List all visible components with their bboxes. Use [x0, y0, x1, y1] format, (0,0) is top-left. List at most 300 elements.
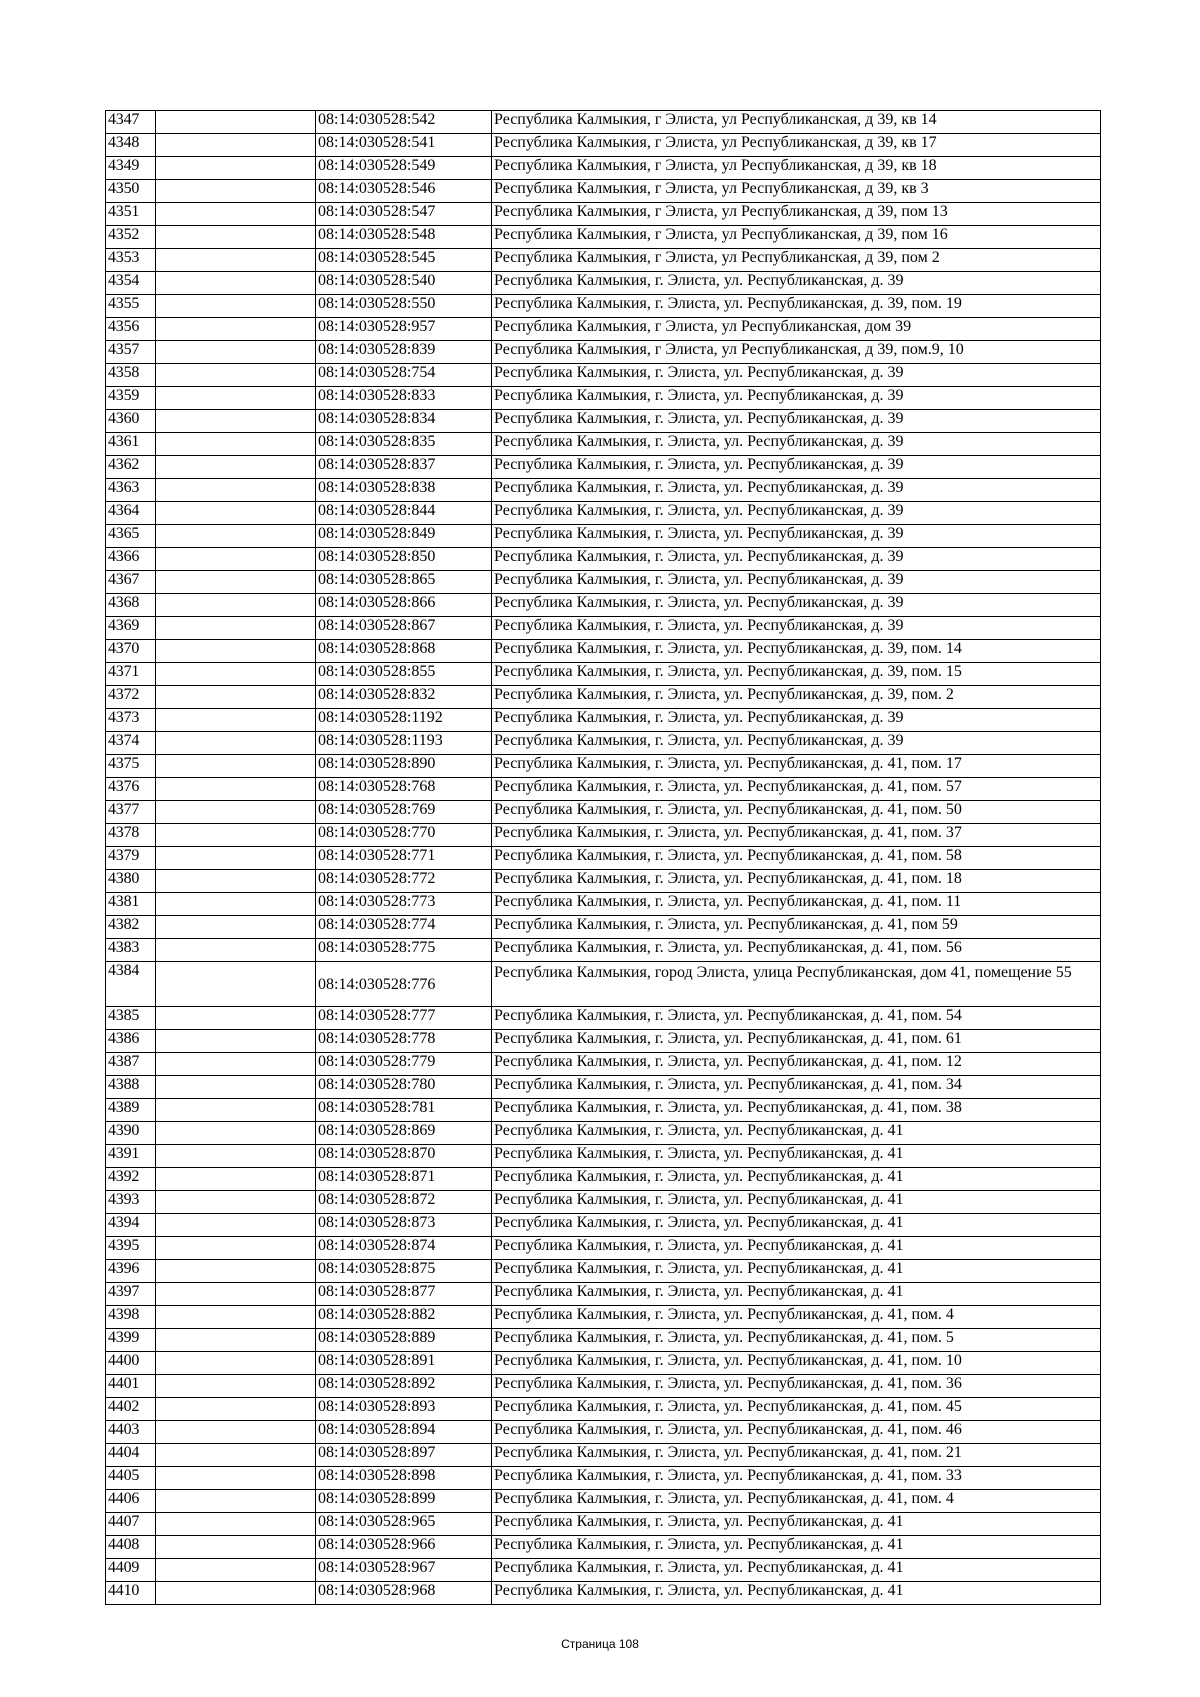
cadastral-number-cell: 08:14:030528:873 — [316, 1214, 492, 1237]
reference-cell — [156, 1007, 316, 1030]
table-row — [106, 1145, 1101, 1168]
address-cell: Республика Калмыкия, г. Элиста, ул. Республиканская, д. 41 — [492, 1513, 1101, 1536]
row-number-cell: 4404 — [106, 1444, 156, 1467]
row-number-cell: 4382 — [106, 916, 156, 939]
cadastral-number-cell: 08:14:030528:891 — [316, 1352, 492, 1375]
row-number-cell: 4386 — [106, 1030, 156, 1053]
address-cell: Республика Калмыкия, г. Элиста, ул. Республиканская, д. 39, пом. 15 — [492, 663, 1101, 686]
address-cell: Республика Калмыкия, г. Элиста, ул. Республиканская, д. 41, пом. 33 — [492, 1467, 1101, 1490]
cadastral-number-cell: 08:14:030528:776 — [316, 962, 492, 1007]
table-row — [106, 1559, 1101, 1582]
address-cell: Республика Калмыкия, г. Элиста, ул. Республиканская, д. 39 — [492, 709, 1101, 732]
table-row — [106, 525, 1101, 548]
address-cell: Республика Калмыкия, г. Элиста, ул. Республиканская, д. 39 — [492, 502, 1101, 525]
reference-cell — [156, 1398, 316, 1421]
table-row — [106, 1168, 1101, 1191]
reference-cell — [156, 617, 316, 640]
row-number-cell: 4391 — [106, 1145, 156, 1168]
address-cell: Республика Калмыкия, г. Элиста, ул. Республиканская, д. 41, пом. 54 — [492, 1007, 1101, 1030]
cadastral-number-cell: 08:14:030528:1193 — [316, 732, 492, 755]
row-number-cell: 4354 — [106, 272, 156, 295]
row-number-cell: 4376 — [106, 778, 156, 801]
reference-cell — [156, 801, 316, 824]
reference-cell — [156, 479, 316, 502]
reference-cell — [156, 410, 316, 433]
cadastral-number-cell: 08:14:030528:778 — [316, 1030, 492, 1053]
row-number-cell: 4379 — [106, 847, 156, 870]
cadastral-number-cell: 08:14:030528:780 — [316, 1076, 492, 1099]
row-number-cell: 4410 — [106, 1582, 156, 1605]
reference-cell — [156, 1490, 316, 1513]
address-cell: Республика Калмыкия, г. Элиста, ул. Республиканская, д. 39 — [492, 272, 1101, 295]
table-row — [106, 571, 1101, 594]
reference-cell — [156, 1053, 316, 1076]
address-cell: Республика Калмыкия, г. Элиста, ул. Республиканская, д. 41, пом. 18 — [492, 870, 1101, 893]
reference-cell — [156, 1260, 316, 1283]
address-cell: Республика Калмыкия, г. Элиста, ул. Республиканская, д. 41 — [492, 1214, 1101, 1237]
address-cell: Республика Калмыкия, г. Элиста, ул. Республиканская, д. 39 — [492, 456, 1101, 479]
reference-cell — [156, 1237, 316, 1260]
reference-cell — [156, 824, 316, 847]
reference-cell — [156, 387, 316, 410]
reference-cell — [156, 525, 316, 548]
table-row — [106, 1375, 1101, 1398]
row-number-cell: 4394 — [106, 1214, 156, 1237]
table-row — [106, 1306, 1101, 1329]
cadastral-number-cell: 08:14:030528:770 — [316, 824, 492, 847]
table-row — [106, 686, 1101, 709]
address-cell: Республика Калмыкия, г. Элиста, ул. Республиканская, д. 41, пом. 4 — [492, 1490, 1101, 1513]
cadastral-number-cell: 08:14:030528:965 — [316, 1513, 492, 1536]
table-row — [106, 1099, 1101, 1122]
table-row — [106, 870, 1101, 893]
reference-cell — [156, 1513, 316, 1536]
address-cell: Республика Калмыкия, г. Элиста, ул. Республиканская, д. 41 — [492, 1145, 1101, 1168]
cadastral-number-cell: 08:14:030528:773 — [316, 893, 492, 916]
table-row — [106, 1007, 1101, 1030]
address-cell: Республика Калмыкия, г. Элиста, ул. Республиканская, д. 39, пом. 19 — [492, 295, 1101, 318]
table-row — [106, 1352, 1101, 1375]
row-number-cell: 4371 — [106, 663, 156, 686]
table-row — [106, 1398, 1101, 1421]
row-number-cell: 4395 — [106, 1237, 156, 1260]
address-cell: Республика Калмыкия, г. Элиста, ул. Республиканская, д. 39 — [492, 433, 1101, 456]
cadastral-number-cell: 08:14:030528:772 — [316, 870, 492, 893]
reference-cell — [156, 1145, 316, 1168]
cadastral-number-cell: 08:14:030528:894 — [316, 1421, 492, 1444]
cadastral-number-cell: 08:14:030528:966 — [316, 1536, 492, 1559]
address-cell: Республика Калмыкия, г. Элиста, ул. Республиканская, д. 41 — [492, 1122, 1101, 1145]
property-table-body — [106, 111, 1101, 1605]
reference-cell — [156, 180, 316, 203]
cadastral-number-cell: 08:14:030528:839 — [316, 341, 492, 364]
address-cell: Республика Калмыкия, г. Элиста, ул. Республиканская, д. 41, пом. 58 — [492, 847, 1101, 870]
table-row — [106, 1467, 1101, 1490]
reference-cell — [156, 548, 316, 571]
row-number-cell: 4350 — [106, 180, 156, 203]
row-number-cell: 4361 — [106, 433, 156, 456]
cadastral-number-cell: 08:14:030528:899 — [316, 1490, 492, 1513]
address-cell: Республика Калмыкия, г. Элиста, ул. Республиканская, д. 41, пом. 61 — [492, 1030, 1101, 1053]
table-row — [106, 778, 1101, 801]
reference-cell — [156, 847, 316, 870]
table-row — [106, 1122, 1101, 1145]
row-number-cell: 4385 — [106, 1007, 156, 1030]
cadastral-number-cell: 08:14:030528:768 — [316, 778, 492, 801]
address-cell: Республика Калмыкия, г. Элиста, ул. Республиканская, д. 41, пом. 45 — [492, 1398, 1101, 1421]
address-cell: Республика Калмыкия, г. Элиста, ул. Республиканская, д. 39, пом. 2 — [492, 686, 1101, 709]
row-number-cell: 4389 — [106, 1099, 156, 1122]
address-cell: Республика Калмыкия, г Элиста, ул Республиканская, д 39, кв 18 — [492, 157, 1101, 180]
table-row — [106, 1421, 1101, 1444]
table-row — [106, 1214, 1101, 1237]
address-cell: Республика Калмыкия, г. Элиста, ул. Республиканская, д. 41 — [492, 1260, 1101, 1283]
row-number-cell: 4351 — [106, 203, 156, 226]
table-row — [106, 893, 1101, 916]
address-cell: Республика Калмыкия, г. Элиста, ул. Республиканская, д. 39 — [492, 387, 1101, 410]
cadastral-number-cell: 08:14:030528:769 — [316, 801, 492, 824]
row-number-cell: 4370 — [106, 640, 156, 663]
address-cell: Республика Калмыкия, г. Элиста, ул. Республиканская, д. 41, пом. 36 — [492, 1375, 1101, 1398]
row-number-cell: 4365 — [106, 525, 156, 548]
row-number-cell: 4380 — [106, 870, 156, 893]
address-cell: Республика Калмыкия, г. Элиста, ул. Республиканская, д. 41 — [492, 1582, 1101, 1605]
reference-cell — [156, 433, 316, 456]
table-row — [106, 456, 1101, 479]
table-row — [106, 939, 1101, 962]
table-row — [106, 962, 1101, 1007]
cadastral-number-cell: 08:14:030528:548 — [316, 226, 492, 249]
row-number-cell: 4362 — [106, 456, 156, 479]
table-row — [106, 548, 1101, 571]
reference-cell — [156, 1444, 316, 1467]
reference-cell — [156, 594, 316, 617]
row-number-cell: 4356 — [106, 318, 156, 341]
row-number-cell: 4360 — [106, 410, 156, 433]
table-row — [106, 617, 1101, 640]
cadastral-number-cell: 08:14:030528:868 — [316, 640, 492, 663]
row-number-cell: 4352 — [106, 226, 156, 249]
cadastral-number-cell: 08:14:030528:545 — [316, 249, 492, 272]
row-number-cell: 4377 — [106, 801, 156, 824]
cadastral-number-cell: 08:14:030528:547 — [316, 203, 492, 226]
table-row — [106, 663, 1101, 686]
row-number-cell: 4378 — [106, 824, 156, 847]
table-row — [106, 1191, 1101, 1214]
reference-cell — [156, 916, 316, 939]
address-cell: Республика Калмыкия, г. Элиста, ул. Республиканская, д. 41, пом. 21 — [492, 1444, 1101, 1467]
table-row — [106, 1444, 1101, 1467]
cadastral-number-cell: 08:14:030528:867 — [316, 617, 492, 640]
cadastral-number-cell: 08:14:030528:870 — [316, 1145, 492, 1168]
address-cell: Республика Калмыкия, г Элиста, ул Республиканская, д 39, пом 16 — [492, 226, 1101, 249]
table-row — [106, 157, 1101, 180]
address-cell: Республика Калмыкия, г. Элиста, ул. Республиканская, д. 39 — [492, 479, 1101, 502]
reference-cell — [156, 157, 316, 180]
cadastral-number-cell: 08:14:030528:774 — [316, 916, 492, 939]
table-row — [106, 1237, 1101, 1260]
cadastral-number-cell: 08:14:030528:777 — [316, 1007, 492, 1030]
row-number-cell: 4401 — [106, 1375, 156, 1398]
reference-cell — [156, 1099, 316, 1122]
reference-cell — [156, 1122, 316, 1145]
row-number-cell: 4388 — [106, 1076, 156, 1099]
address-cell: Республика Калмыкия, г Элиста, ул Республиканская, д 39, кв 3 — [492, 180, 1101, 203]
address-cell: Республика Калмыкия, г. Элиста, ул. Республиканская, д. 41, пом. 57 — [492, 778, 1101, 801]
table-row — [106, 640, 1101, 663]
row-number-cell: 4408 — [106, 1536, 156, 1559]
cadastral-number-cell: 08:14:030528:550 — [316, 295, 492, 318]
cadastral-number-cell: 08:14:030528:542 — [316, 111, 492, 134]
reference-cell — [156, 1168, 316, 1191]
cadastral-number-cell: 08:14:030528:869 — [316, 1122, 492, 1145]
address-cell: Республика Калмыкия, г Элиста, ул Республиканская, д 39, кв 17 — [492, 134, 1101, 157]
table-row — [106, 111, 1101, 134]
table-row — [106, 433, 1101, 456]
table-row — [106, 502, 1101, 525]
cadastral-number-cell: 08:14:030528:850 — [316, 548, 492, 571]
row-number-cell: 4372 — [106, 686, 156, 709]
table-row — [106, 594, 1101, 617]
reference-cell — [156, 111, 316, 134]
row-number-cell: 4348 — [106, 134, 156, 157]
address-cell: Республика Калмыкия, г Элиста, ул Республиканская, дом 39 — [492, 318, 1101, 341]
reference-cell — [156, 1306, 316, 1329]
row-number-cell: 4349 — [106, 157, 156, 180]
table-row — [106, 272, 1101, 295]
address-cell: Республика Калмыкия, г. Элиста, ул. Республиканская, д. 41, пом. 34 — [492, 1076, 1101, 1099]
row-number-cell: 4387 — [106, 1053, 156, 1076]
row-number-cell: 4399 — [106, 1329, 156, 1352]
reference-cell — [156, 732, 316, 755]
address-cell: Республика Калмыкия, г. Элиста, ул. Республиканская, д. 39, пом. 14 — [492, 640, 1101, 663]
address-cell: Республика Калмыкия, г. Элиста, ул. Республиканская, д. 41, пом. 50 — [492, 801, 1101, 824]
cadastral-number-cell: 08:14:030528:546 — [316, 180, 492, 203]
reference-cell — [156, 134, 316, 157]
address-cell: Республика Калмыкия, г. Элиста, ул. Республиканская, д. 41, пом. 11 — [492, 893, 1101, 916]
table-row — [106, 203, 1101, 226]
address-cell: Республика Калмыкия, г. Элиста, ул. Республиканская, д. 41 — [492, 1168, 1101, 1191]
reference-cell — [156, 1375, 316, 1398]
table-row — [106, 1076, 1101, 1099]
row-number-cell: 4373 — [106, 709, 156, 732]
address-cell: Республика Калмыкия, г. Элиста, ул. Республиканская, д. 41, пом. 4 — [492, 1306, 1101, 1329]
cadastral-number-cell: 08:14:030528:775 — [316, 939, 492, 962]
cadastral-number-cell: 08:14:030528:874 — [316, 1237, 492, 1260]
row-number-cell: 4392 — [106, 1168, 156, 1191]
cadastral-number-cell: 08:14:030528:834 — [316, 410, 492, 433]
address-cell: Республика Калмыкия, г. Элиста, ул. Республиканская, д. 41, пом. 38 — [492, 1099, 1101, 1122]
reference-cell — [156, 502, 316, 525]
row-number-cell: 4403 — [106, 1421, 156, 1444]
table-row — [106, 410, 1101, 433]
reference-cell — [156, 1582, 316, 1605]
row-number-cell: 4374 — [106, 732, 156, 755]
table-row — [106, 847, 1101, 870]
address-cell: Республика Калмыкия, г. Элиста, ул. Республиканская, д. 39 — [492, 571, 1101, 594]
reference-cell — [156, 1283, 316, 1306]
row-number-cell: 4381 — [106, 893, 156, 916]
cadastral-number-cell: 08:14:030528:872 — [316, 1191, 492, 1214]
reference-cell — [156, 709, 316, 732]
table-row — [106, 824, 1101, 847]
address-cell: Республика Калмыкия, г. Элиста, ул. Республиканская, д. 41, пом. 12 — [492, 1053, 1101, 1076]
reference-cell — [156, 203, 316, 226]
page-number: Страница 108 — [561, 1637, 639, 1651]
row-number-cell: 4405 — [106, 1467, 156, 1490]
address-cell: Республика Калмыкия, г Элиста, ул Республиканская, д 39, пом 2 — [492, 249, 1101, 272]
address-cell: Республика Калмыкия, г Элиста, ул Республиканская, д 39, пом.9, 10 — [492, 341, 1101, 364]
reference-cell — [156, 778, 316, 801]
address-cell: Республика Калмыкия, г. Элиста, ул. Республиканская, д. 41 — [492, 1559, 1101, 1582]
cadastral-number-cell: 08:14:030528:549 — [316, 157, 492, 180]
row-number-cell: 4393 — [106, 1191, 156, 1214]
cadastral-number-cell: 08:14:030528:849 — [316, 525, 492, 548]
address-cell: Республика Калмыкия, г Элиста, ул Республиканская, д 39, пом 13 — [492, 203, 1101, 226]
row-number-cell: 4363 — [106, 479, 156, 502]
cadastral-number-cell: 08:14:030528:835 — [316, 433, 492, 456]
row-number-cell: 4357 — [106, 341, 156, 364]
cadastral-number-cell: 08:14:030528:844 — [316, 502, 492, 525]
cadastral-number-cell: 08:14:030528:967 — [316, 1559, 492, 1582]
table-row — [106, 709, 1101, 732]
cadastral-number-cell: 08:14:030528:779 — [316, 1053, 492, 1076]
table-row — [106, 732, 1101, 755]
table-row — [106, 226, 1101, 249]
cadastral-number-cell: 08:14:030528:889 — [316, 1329, 492, 1352]
table-row — [106, 801, 1101, 824]
cadastral-number-cell: 08:14:030528:832 — [316, 686, 492, 709]
reference-cell — [156, 1191, 316, 1214]
table-row — [106, 134, 1101, 157]
reference-cell — [156, 686, 316, 709]
table-row — [106, 295, 1101, 318]
row-number-cell: 4407 — [106, 1513, 156, 1536]
address-cell: Республика Калмыкия, г. Элиста, ул. Республиканская, д. 41 — [492, 1191, 1101, 1214]
table-row — [106, 364, 1101, 387]
row-number-cell: 4384 — [106, 962, 156, 1007]
reference-cell — [156, 341, 316, 364]
table-row — [106, 1490, 1101, 1513]
row-number-cell: 4358 — [106, 364, 156, 387]
row-number-cell: 4355 — [106, 295, 156, 318]
address-cell: Республика Калмыкия, г. Элиста, ул. Республиканская, д. 39 — [492, 594, 1101, 617]
reference-cell — [156, 295, 316, 318]
row-number-cell: 4369 — [106, 617, 156, 640]
cadastral-number-cell: 08:14:030528:892 — [316, 1375, 492, 1398]
address-cell: Республика Калмыкия, г. Элиста, ул. Республиканская, д. 41, пом. 17 — [492, 755, 1101, 778]
reference-cell — [156, 272, 316, 295]
cadastral-number-cell: 08:14:030528:893 — [316, 1398, 492, 1421]
table-row — [106, 916, 1101, 939]
address-cell: Республика Калмыкия, г. Элиста, ул. Республиканская, д. 39 — [492, 732, 1101, 755]
reference-cell — [156, 249, 316, 272]
reference-cell — [156, 640, 316, 663]
address-cell: Республика Калмыкия, г. Элиста, ул. Республиканская, д. 41, пом. 37 — [492, 824, 1101, 847]
reference-cell — [156, 755, 316, 778]
reference-cell — [156, 364, 316, 387]
reference-cell — [156, 1076, 316, 1099]
table-row — [106, 249, 1101, 272]
cadastral-number-cell: 08:14:030528:882 — [316, 1306, 492, 1329]
row-number-cell: 4398 — [106, 1306, 156, 1329]
cadastral-number-cell: 08:14:030528:897 — [316, 1444, 492, 1467]
cadastral-number-cell: 08:14:030528:855 — [316, 663, 492, 686]
reference-cell — [156, 939, 316, 962]
cadastral-number-cell: 08:14:030528:866 — [316, 594, 492, 617]
cadastral-number-cell: 08:14:030528:540 — [316, 272, 492, 295]
reference-cell — [156, 1467, 316, 1490]
address-cell: Республика Калмыкия, г. Элиста, ул. Республиканская, д. 41, пом. 46 — [492, 1421, 1101, 1444]
row-number-cell: 4359 — [106, 387, 156, 410]
table-row — [106, 755, 1101, 778]
address-cell: Республика Калмыкия, город Элиста, улица Республиканская, дом 41, помещение 55 — [492, 962, 1101, 1007]
cadastral-number-cell: 08:14:030528:898 — [316, 1467, 492, 1490]
cadastral-number-cell: 08:14:030528:833 — [316, 387, 492, 410]
table-row — [106, 341, 1101, 364]
address-cell: Республика Калмыкия, г. Элиста, ул. Республиканская, д. 41 — [492, 1283, 1101, 1306]
row-number-cell: 4347 — [106, 111, 156, 134]
row-number-cell: 4383 — [106, 939, 156, 962]
address-cell: Республика Калмыкия, г. Элиста, ул. Республиканская, д. 41, пом. 10 — [492, 1352, 1101, 1375]
cadastral-number-cell: 08:14:030528:968 — [316, 1582, 492, 1605]
table-row — [106, 1536, 1101, 1559]
cadastral-number-cell: 08:14:030528:754 — [316, 364, 492, 387]
table-row — [106, 318, 1101, 341]
address-cell: Республика Калмыкия, г. Элиста, ул. Республиканская, д. 39 — [492, 617, 1101, 640]
reference-cell — [156, 1559, 316, 1582]
cadastral-number-cell: 08:14:030528:875 — [316, 1260, 492, 1283]
cadastral-number-cell: 08:14:030528:1192 — [316, 709, 492, 732]
address-cell: Республика Калмыкия, г Элиста, ул Республиканская, д 39, кв 14 — [492, 111, 1101, 134]
cadastral-number-cell: 08:14:030528:541 — [316, 134, 492, 157]
row-number-cell: 4406 — [106, 1490, 156, 1513]
reference-cell — [156, 1214, 316, 1237]
table-row — [106, 180, 1101, 203]
row-number-cell: 4390 — [106, 1122, 156, 1145]
table-row — [106, 479, 1101, 502]
row-number-cell: 4402 — [106, 1398, 156, 1421]
address-cell: Республика Калмыкия, г. Элиста, ул. Республиканская, д. 41, пом 59 — [492, 916, 1101, 939]
address-cell: Республика Калмыкия, г. Элиста, ул. Республиканская, д. 41 — [492, 1237, 1101, 1260]
address-cell: Республика Калмыкия, г. Элиста, ул. Республиканская, д. 41 — [492, 1536, 1101, 1559]
reference-cell — [156, 226, 316, 249]
row-number-cell: 4366 — [106, 548, 156, 571]
cadastral-number-cell: 08:14:030528:890 — [316, 755, 492, 778]
table-row — [106, 1030, 1101, 1053]
table-row — [106, 1513, 1101, 1536]
reference-cell — [156, 571, 316, 594]
reference-cell — [156, 1352, 316, 1375]
table-row — [106, 387, 1101, 410]
address-cell: Республика Калмыкия, г. Элиста, ул. Республиканская, д. 39 — [492, 410, 1101, 433]
address-cell: Республика Калмыкия, г. Элиста, ул. Республиканская, д. 41, пом. 56 — [492, 939, 1101, 962]
cadastral-number-cell: 08:14:030528:865 — [316, 571, 492, 594]
cadastral-number-cell: 08:14:030528:837 — [316, 456, 492, 479]
cadastral-number-cell: 08:14:030528:957 — [316, 318, 492, 341]
row-number-cell: 4375 — [106, 755, 156, 778]
address-cell: Республика Калмыкия, г. Элиста, ул. Республиканская, д. 39 — [492, 548, 1101, 571]
cadastral-number-cell: 08:14:030528:838 — [316, 479, 492, 502]
row-number-cell: 4364 — [106, 502, 156, 525]
reference-cell — [156, 870, 316, 893]
address-cell: Республика Калмыкия, г. Элиста, ул. Республиканская, д. 39 — [492, 525, 1101, 548]
row-number-cell: 4367 — [106, 571, 156, 594]
address-cell: Республика Калмыкия, г. Элиста, ул. Республиканская, д. 39 — [492, 364, 1101, 387]
reference-cell — [156, 1030, 316, 1053]
cadastral-number-cell: 08:14:030528:781 — [316, 1099, 492, 1122]
property-table — [105, 110, 1101, 1605]
